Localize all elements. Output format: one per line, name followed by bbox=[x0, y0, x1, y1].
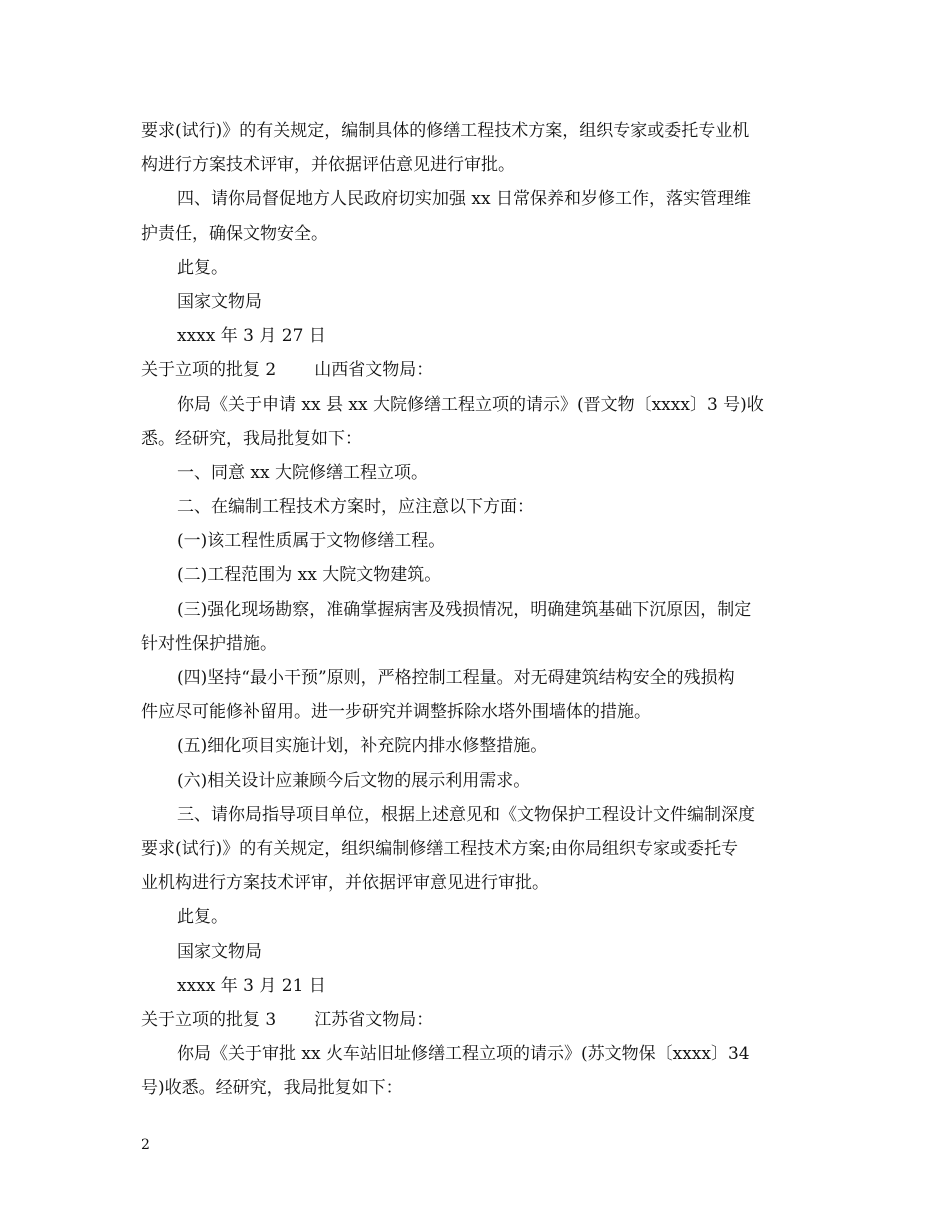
section-title: 关于立项的批复 3 bbox=[141, 1009, 277, 1030]
paragraph-line: (一)该工程性质属于文物修缮工程。 bbox=[177, 531, 446, 552]
paragraph-line: (二)工程范围为 xx 大院文物建筑。 bbox=[177, 565, 442, 586]
paragraph-line: 护责任，确保文物安全。 bbox=[141, 223, 328, 244]
paragraph-line: (三)强化现场勘察，准确掌握病害及残损情况，明确建筑基础下沉原因，制定 bbox=[177, 599, 752, 620]
closing-line: 此复。 bbox=[177, 907, 228, 928]
paragraph-line: 你局《关于审批 xx 火车站旧址修缮工程立项的请示》(苏文物保〔xxxx〕34 bbox=[177, 1044, 750, 1065]
signature-agency: 国家文物局 bbox=[177, 291, 262, 312]
closing-line: 此复。 bbox=[177, 257, 228, 278]
section-heading bbox=[141, 353, 813, 387]
paragraph-line: 悉。经研究，我局批复如下： bbox=[141, 428, 362, 449]
paragraph-line: 四、请你局督促地方人民政府切实加强 xx 日常保养和岁修工作，落实管理维 bbox=[177, 189, 751, 210]
document-body bbox=[141, 114, 813, 1105]
paragraph-line: (四)坚持“最小干预”原则，严格控制工程量。对无碍建筑结构安全的残损构 bbox=[177, 668, 735, 688]
paragraph-line: 要求(试行)》的有关规定，编制具体的修缮工程技术方案，组织专家或委托专业机 bbox=[141, 121, 750, 141]
paragraph-line: 你局《关于申请 xx 县 xx 大院修缮工程立项的请示》(晋文物〔xxxx〕3 号)收 bbox=[177, 394, 764, 415]
paragraph-line: 构进行方案技术评审，并依据评估意见进行审批。 bbox=[141, 155, 515, 176]
paragraph-line: (五)细化项目实施计划，补充院内排水修整措施。 bbox=[177, 736, 548, 757]
paragraph-line: 二、在编制工程技术方案时，应注意以下方面： bbox=[177, 497, 534, 518]
section-title: 关于立项的批复 2 bbox=[141, 360, 277, 381]
paragraph-line: 件应尽可能修补留用。进一步研究并调整拆除水塔外围墙体的措施。 bbox=[141, 702, 651, 723]
section-heading bbox=[141, 1003, 813, 1037]
paragraph-line: 要求(试行)》的有关规定，组织编制修缮工程技术方案;由你局组织专家或委托专 bbox=[141, 838, 738, 859]
signature-agency: 国家文物局 bbox=[177, 941, 262, 962]
paragraph-line: 业机构进行方案技术评审，并依据评审意见进行审批。 bbox=[141, 873, 549, 894]
addressee: 江苏省文物局： bbox=[314, 1009, 434, 1030]
addressee: 山西省文物局： bbox=[314, 360, 434, 381]
paragraph-line: 一、同意 xx 大院修缮工程立项。 bbox=[177, 462, 428, 483]
paragraph-line: 针对性保护措施。 bbox=[141, 633, 277, 654]
paragraph-line: (六)相关设计应兼顾今后文物的展示利用需求。 bbox=[177, 770, 531, 791]
paragraph-line: 三、请你局指导项目单位，根据上述意见和《文物保护工程设计文件编制深度 bbox=[177, 804, 755, 825]
signature-date: xxxx 年 3 月 27 日 bbox=[177, 326, 326, 347]
page-number: 2 bbox=[141, 1137, 150, 1153]
signature-date: xxxx 年 3 月 21 日 bbox=[177, 975, 326, 996]
paragraph-line: 号)收悉。经研究，我局批复如下： bbox=[141, 1078, 403, 1099]
